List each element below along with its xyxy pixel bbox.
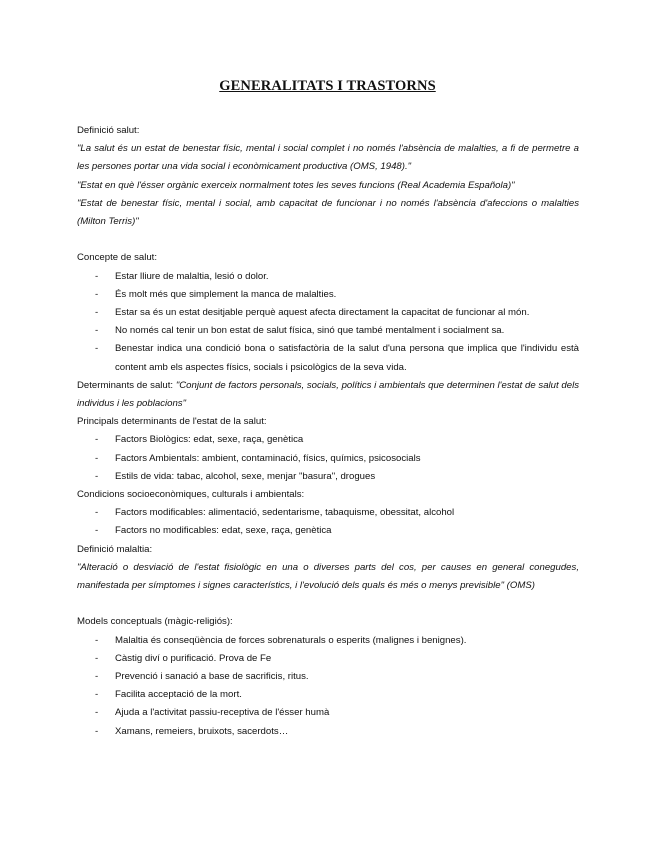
document-title: GENERALITATS I TRASTORNS xyxy=(219,78,436,94)
principals-heading: Principals determinants de l'estat de la salut: xyxy=(77,416,267,428)
determinants-paragraph xyxy=(77,377,579,413)
determinants-quote: "Conjunt de factors personals, socials, polítics i ambientals que determinen l'estat de salut dels individus i les poblacions" xyxy=(77,379,579,410)
determinants-label: Determinants de salut: xyxy=(77,379,176,391)
list-item: - Prevenció i sanació a base de sacrificis, ritus. xyxy=(77,668,579,686)
definicio-salut-quote-terris: "Estat de benestar físic, mental i social, amb capacitat de funcionar i no només l'absència d'afeccions o malalties (Milton Terris)" xyxy=(77,197,579,228)
spacer xyxy=(77,595,579,613)
list-item: - Benestar indica una condició bona o satisfactòria de la salut d'una persona que implica que l'individu està content amb els aspectes físics, socials i psicològics de la seva vida. xyxy=(77,340,579,376)
document-body xyxy=(77,122,579,741)
list-item: - Factors Biològics: edat, sexe, raça, genètica xyxy=(77,431,579,449)
models-list xyxy=(77,632,579,741)
list-item: - Ajuda a l'activitat passiu-receptiva de l'ésser humà xyxy=(77,704,579,722)
definicio-salut-heading: Definició salut: xyxy=(77,125,140,136)
definicio-malaltia-heading: Definició malaltia: xyxy=(77,543,153,555)
list-item: - Càstig diví o purificació. Prova de Fe xyxy=(77,650,579,668)
list-item: - Estils de vida: tabac, alcohol, sexe, menjar "basura", drogues xyxy=(77,468,579,486)
list-item: - És molt més que simplement la manca de malalties. xyxy=(77,286,579,304)
models-heading: Models conceptuals (màgic-religiós): xyxy=(77,616,233,628)
list-item: - Xamans, remeiers, bruixots, sacerdots… xyxy=(77,723,579,741)
spacer xyxy=(77,231,579,249)
list-item: - Factors modificables: alimentació, sedentarisme, tabaquisme, obessitat, alcohol xyxy=(77,504,579,522)
list-item: - Estar sa és un estat desitjable perquè aquest afecta directament la capacitat de funcionar al món. xyxy=(77,304,579,322)
list-item: - Factors Ambientals: ambient, contaminació, físics, químics, psicosocials xyxy=(77,450,579,468)
list-item: - No només cal tenir un bon estat de salut física, sinó que també mentalment i socialment sa. xyxy=(77,322,579,340)
list-item: - Malaltia és conseqüència de forces sobrenaturals o esperits (malignes i benignes). xyxy=(77,632,579,650)
list-item: - Estar lliure de malaltia, lesió o dolor. xyxy=(77,268,579,286)
concepte-salut-heading: Concepte de salut: xyxy=(77,252,158,264)
definicio-salut-quote-oms: "La salut és un estat de benestar físic, mental i social complet i no només l'absència de malalties, a fi de permetre a les persones portar una vida social i econòmicament productiva (OMS, 1948)." xyxy=(77,143,579,173)
definicio-salut-quote-rae: "Estat en què l'ésser orgànic exerceix normalment totes les seves funcions (Real Academia Española)" xyxy=(77,179,515,191)
list-item: - Factors no modificables: edat, sexe, raça, genètica xyxy=(77,522,579,540)
condicions-heading: Condicions socioeconòmiques, culturals i ambientals: xyxy=(77,489,305,501)
condicions-list xyxy=(77,504,579,540)
principals-list xyxy=(77,431,579,486)
list-item: - Facilita acceptació de la mort. xyxy=(77,686,579,704)
definicio-malaltia-quote: "Alteració o desviació de l'estat fisiològic en una o diverses parts del cos, per causes en general conegudes, manifestada per símptomes i signes característics, i l'evolució dels quals és més o menys previsible" (OMS) xyxy=(77,561,579,592)
concepte-salut-list xyxy=(77,268,579,377)
